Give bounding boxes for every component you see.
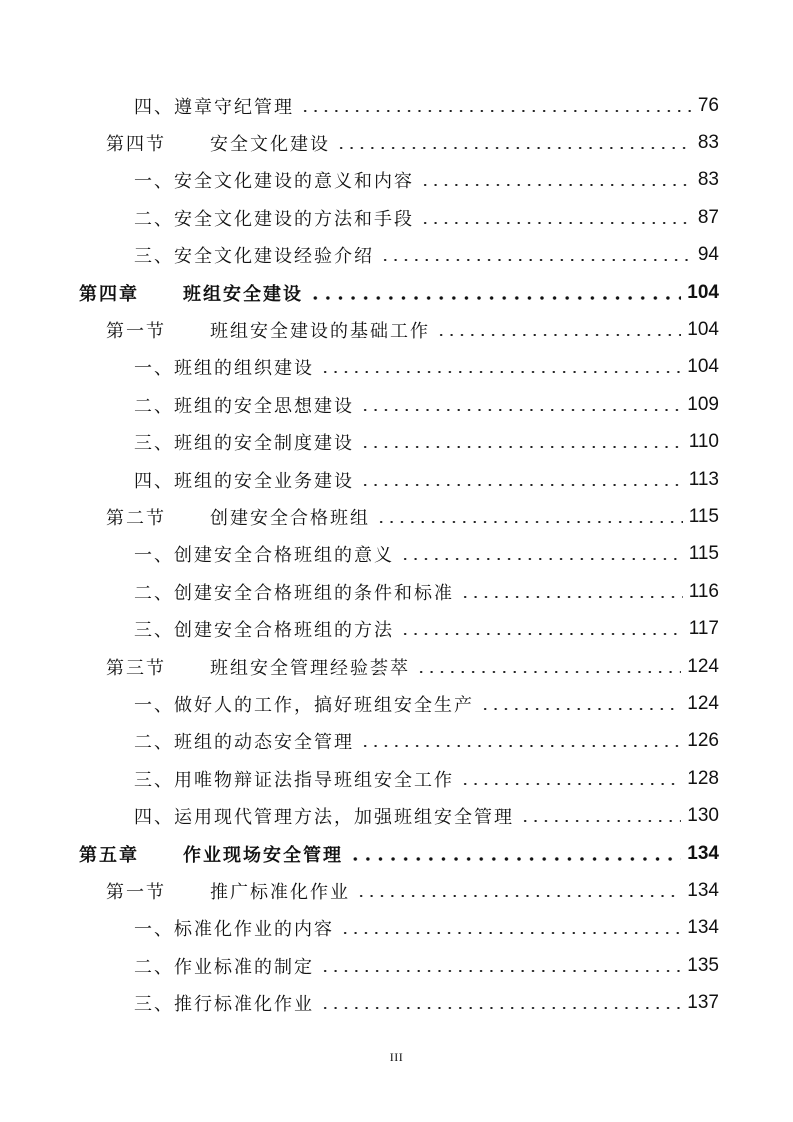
dot-leader: [349, 857, 681, 861]
toc-entry-item[interactable]: [0, 162, 793, 199]
toc-entry-chapter[interactable]: [0, 835, 793, 872]
toc-entry-number: 第四章: [79, 283, 139, 305]
toc-entry-title: 班组的动态安全管理: [174, 732, 354, 754]
toc-entry-number: 四、: [134, 470, 174, 492]
dot-leader: [420, 184, 692, 186]
dot-leader: [436, 334, 681, 336]
dot-leader: [460, 783, 681, 785]
toc-entry-page: 135: [687, 954, 719, 976]
toc-entry-number: 四、: [134, 807, 174, 829]
toc-entry-section[interactable]: [0, 498, 793, 535]
dot-leader: [360, 446, 683, 448]
toc-entry-label: [134, 429, 354, 455]
toc-entry-label: [134, 541, 394, 567]
toc-entry-label: [134, 915, 334, 941]
toc-entry-title: 创建安全合格班组的意义: [174, 545, 394, 567]
toc-entry-number: 三、: [134, 620, 174, 642]
toc-entry-title: 班组的安全思想建设: [174, 395, 354, 417]
toc-entry-label: [134, 728, 354, 754]
toc-entry-number: 一、: [134, 694, 174, 716]
toc-entry-title: 安全文化建设的方法和手段: [174, 208, 414, 230]
dot-leader: [400, 633, 683, 635]
toc-entry-label: [134, 803, 514, 829]
toc-entry-page: 124: [687, 655, 719, 677]
toc-entry-title: 创建安全合格班组的方法: [174, 620, 394, 642]
toc-entry-label: [134, 579, 454, 605]
toc-entry-title: 推广标准化作业: [210, 881, 350, 903]
toc-entry-page: 87: [697, 206, 719, 228]
toc-entry-page: 83: [697, 169, 719, 191]
dot-leader: [520, 820, 681, 822]
dot-leader: [309, 296, 681, 300]
toc-entry-page: 109: [687, 393, 719, 415]
toc-entry-number: 三、: [134, 246, 174, 268]
toc-entry-label: [134, 354, 314, 380]
dot-leader: [340, 932, 681, 934]
toc-entry-number: 一、: [134, 919, 174, 941]
toc-entry-title: 班组安全管理经验荟萃: [210, 657, 410, 679]
toc-entry-number: 第五章: [79, 844, 139, 866]
toc-entry-item[interactable]: [0, 237, 793, 274]
toc-entry-label: [134, 953, 314, 979]
toc-entry-number: 第一节: [106, 321, 166, 343]
toc-entry-page: 137: [687, 992, 719, 1014]
toc-entry-label: [106, 878, 350, 904]
toc-entry-item[interactable]: [0, 461, 793, 498]
dot-leader: [320, 1007, 681, 1009]
toc-entry-title: 创建安全合格班组的条件和标准: [174, 582, 454, 604]
toc-entry-item[interactable]: [0, 910, 793, 947]
toc-entry-title: 作业现场安全管理: [183, 844, 343, 866]
toc-entry-title: 推行标准化作业: [174, 994, 314, 1016]
dot-leader: [360, 484, 683, 486]
toc-entry-title: 安全文化建设经验介绍: [174, 246, 374, 268]
toc-entry-label: [106, 317, 430, 343]
toc-entry-number: 第二节: [106, 507, 166, 529]
dot-leader: [336, 147, 692, 149]
toc-entry-title: 运用现代管理方法，加强班组安全管理: [174, 807, 514, 829]
toc-entry-number: 第三节: [106, 657, 166, 679]
dot-leader: [320, 371, 681, 373]
toc-entry-title: 班组的安全业务建设: [174, 470, 354, 492]
table-of-contents: [0, 87, 793, 1022]
toc-entry-title: 安全文化建设的意义和内容: [174, 171, 414, 193]
toc-entry-title: 创建安全合格班组: [210, 507, 370, 529]
toc-entry-number: 二、: [134, 732, 174, 754]
toc-entry-number: 三、: [134, 433, 174, 455]
toc-entry-number: 一、: [134, 358, 174, 380]
dot-leader: [400, 558, 683, 560]
dot-leader: [320, 970, 681, 972]
toc-entry-title: 班组的安全制度建设: [174, 433, 354, 455]
dot-leader: [420, 222, 692, 224]
toc-entry-number: 第四节: [106, 134, 166, 156]
dot-leader: [300, 110, 692, 112]
toc-entry-label: [134, 467, 354, 493]
toc-entry-item[interactable]: [0, 199, 793, 236]
dot-leader: [480, 708, 681, 710]
toc-entry-label: [106, 504, 370, 530]
toc-entry-label: [134, 242, 374, 268]
toc-entry-page: 113: [688, 468, 719, 490]
toc-entry-item[interactable]: [0, 349, 793, 386]
toc-entry-page: 104: [687, 281, 719, 303]
toc-entry-page: 104: [687, 356, 719, 378]
toc-entry-title: 作业标准的制定: [174, 956, 314, 978]
toc-entry-number: 二、: [134, 582, 174, 604]
toc-entry-title: 安全文化建设: [210, 134, 330, 156]
page-number: III: [389, 1050, 404, 1064]
toc-entry-number: 二、: [134, 208, 174, 230]
toc-entry-item[interactable]: [0, 573, 793, 610]
toc-entry-title: 做好人的工作，搞好班组安全生产: [174, 694, 474, 716]
toc-entry-page: 134: [687, 879, 719, 901]
toc-entry-page: 116: [688, 580, 719, 602]
toc-entry-item[interactable]: [0, 386, 793, 423]
toc-entry-item[interactable]: [0, 610, 793, 647]
toc-entry-title: 遵章守纪管理: [174, 96, 294, 118]
dot-leader: [356, 895, 681, 897]
toc-entry-page: 115: [688, 505, 719, 527]
dot-leader: [360, 745, 681, 747]
toc-entry-section[interactable]: [0, 124, 793, 161]
toc-entry-page: 126: [687, 730, 719, 752]
toc-entry-item[interactable]: [0, 87, 793, 124]
toc-entry-page: 115: [688, 543, 719, 565]
toc-entry-page: 134: [687, 917, 719, 939]
toc-entry-label: [134, 691, 474, 717]
toc-entry-label: [79, 280, 303, 306]
dot-leader: [380, 259, 692, 261]
toc-entry-page: 83: [697, 132, 719, 154]
toc-entry-label: [134, 205, 414, 231]
toc-entry-page: 130: [687, 805, 719, 827]
toc-entry-title: 班组安全建设的基础工作: [210, 321, 430, 343]
toc-entry-item[interactable]: [0, 947, 793, 984]
toc-entry-label: [79, 841, 343, 867]
dot-leader: [360, 409, 681, 411]
toc-entry-label: [134, 167, 414, 193]
toc-entry-number: 一、: [134, 545, 174, 567]
toc-entry-number: 一、: [134, 171, 174, 193]
toc-entry-number: 第一节: [106, 881, 166, 903]
toc-entry-label: [106, 654, 410, 680]
toc-entry-item[interactable]: [0, 797, 793, 834]
toc-entry-page: 134: [687, 842, 719, 864]
toc-entry-chapter[interactable]: [0, 274, 793, 311]
toc-entry-item[interactable]: [0, 536, 793, 573]
toc-entry-page: 94: [697, 244, 719, 266]
toc-entry-title: 班组安全建设: [183, 283, 303, 305]
toc-entry-number: 二、: [134, 395, 174, 417]
toc-entry-item[interactable]: [0, 723, 793, 760]
toc-entry-label: [134, 392, 354, 418]
toc-entry-item[interactable]: [0, 984, 793, 1021]
toc-entry-number: 三、: [134, 769, 174, 791]
toc-entry-item[interactable]: [0, 424, 793, 461]
toc-entry-number: 四、: [134, 96, 174, 118]
toc-entry-title: 用唯物辩证法指导班组安全工作: [174, 769, 454, 791]
toc-entry-page: 117: [688, 618, 719, 640]
toc-entry-title: 班组的组织建设: [174, 358, 314, 380]
dot-leader: [460, 596, 683, 598]
toc-entry-page: 76: [697, 94, 719, 116]
toc-entry-item[interactable]: [0, 760, 793, 797]
toc-entry-page: 104: [687, 319, 719, 341]
toc-entry-item[interactable]: [0, 685, 793, 722]
toc-entry-label: [134, 990, 314, 1016]
toc-entry-section[interactable]: [0, 311, 793, 348]
toc-entry-label: [134, 766, 454, 792]
dot-leader: [376, 521, 683, 523]
dot-leader: [416, 671, 681, 673]
toc-entry-label: [106, 130, 330, 156]
toc-entry-page: 110: [688, 431, 719, 453]
toc-entry-section[interactable]: [0, 872, 793, 909]
toc-entry-page: 124: [687, 692, 719, 714]
toc-entry-number: 三、: [134, 994, 174, 1016]
toc-entry-number: 二、: [134, 956, 174, 978]
toc-entry-section[interactable]: [0, 648, 793, 685]
toc-entry-label: [134, 93, 294, 119]
toc-entry-page: 128: [687, 767, 719, 789]
toc-entry-title: 标准化作业的内容: [174, 919, 334, 941]
toc-entry-label: [134, 616, 394, 642]
